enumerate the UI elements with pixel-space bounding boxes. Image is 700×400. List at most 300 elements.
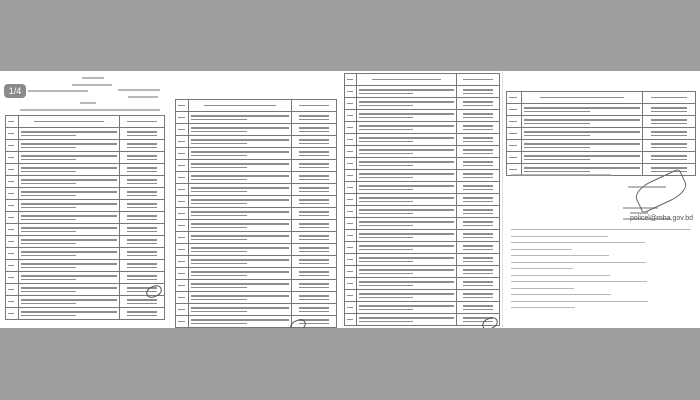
- text-stroke: [463, 113, 493, 115]
- memo-number-line: [28, 90, 88, 92]
- serial-cell: [345, 158, 357, 170]
- table-row: [507, 104, 696, 116]
- text-stroke: [191, 311, 247, 313]
- table-row: [6, 296, 165, 308]
- text-stroke: [359, 225, 413, 227]
- officer-cell: [357, 98, 456, 110]
- serial-cell: [507, 104, 522, 116]
- text-stroke: [359, 153, 413, 155]
- posting-cell: [456, 230, 499, 242]
- serial-cell: [345, 194, 357, 206]
- transfer-table: [344, 73, 500, 326]
- text-stroke: [191, 131, 247, 133]
- posting-cell: [456, 206, 499, 218]
- header-cell: [176, 100, 189, 112]
- posting-cell: [291, 232, 336, 244]
- text-stroke: [8, 217, 14, 219]
- posting-cell: [291, 304, 336, 316]
- text-stroke: [359, 273, 413, 275]
- table-row: [6, 200, 165, 212]
- text-stroke: [191, 211, 289, 213]
- officer-cell: [188, 196, 291, 208]
- officer-cell: [188, 208, 291, 220]
- serial-cell: [176, 304, 189, 316]
- text-stroke: [299, 179, 330, 181]
- table-row: [6, 236, 165, 248]
- table-row: [176, 172, 337, 184]
- officer-cell: [18, 308, 120, 320]
- text-stroke: [651, 155, 687, 157]
- table-row: [6, 164, 165, 176]
- header-cell: [522, 92, 643, 104]
- posting-cell: [120, 140, 165, 152]
- table-row: [176, 268, 337, 280]
- text-stroke: [347, 307, 353, 309]
- officer-cell: [18, 236, 120, 248]
- posting-cell: [643, 128, 696, 140]
- serial-cell: [176, 148, 189, 160]
- officer-cell: [522, 116, 643, 128]
- posting-cell: [120, 164, 165, 176]
- serial-cell: [6, 308, 19, 320]
- text-stroke: [21, 147, 76, 149]
- text-stroke: [509, 169, 517, 171]
- table-row: [176, 208, 337, 220]
- table-row: [6, 224, 165, 236]
- text-stroke: [191, 191, 247, 193]
- posting-cell: [456, 170, 499, 182]
- text-stroke: [21, 155, 118, 157]
- officer-cell: [18, 188, 120, 200]
- text-stroke: [463, 177, 493, 179]
- document-page-3: [342, 71, 503, 328]
- officer-cell: [18, 296, 120, 308]
- text-stroke: [524, 131, 640, 133]
- text-stroke: [359, 149, 453, 151]
- text-stroke: [509, 157, 517, 159]
- text-stroke: [463, 257, 493, 259]
- text-stroke: [21, 143, 118, 145]
- text-stroke: [299, 295, 330, 297]
- text-stroke: [8, 313, 14, 315]
- table-row: [345, 230, 500, 242]
- text-stroke: [21, 251, 118, 253]
- text-stroke: [8, 133, 14, 135]
- text-stroke: [8, 205, 14, 207]
- text-stroke: [178, 201, 185, 203]
- text-stroke: [347, 115, 353, 117]
- copy-list-line: [511, 242, 645, 243]
- table-row: [6, 188, 165, 200]
- table-header-row: [6, 116, 165, 128]
- text-stroke: [8, 229, 14, 231]
- text-stroke: [21, 239, 118, 241]
- text-stroke: [127, 279, 157, 281]
- posting-cell: [120, 128, 165, 140]
- text-stroke: [21, 299, 118, 301]
- text-stroke: [651, 147, 687, 149]
- officer-cell: [188, 244, 291, 256]
- text-stroke: [347, 259, 353, 261]
- copy-list-line: [511, 249, 572, 250]
- posting-cell: [291, 136, 336, 148]
- text-stroke: [8, 253, 14, 255]
- text-stroke: [299, 263, 330, 265]
- document-page-1: [0, 71, 170, 328]
- serial-cell: [345, 302, 357, 314]
- text-stroke: [359, 177, 413, 179]
- posting-cell: [643, 140, 696, 152]
- posting-cell: [456, 146, 499, 158]
- text-stroke: [299, 227, 330, 229]
- text-stroke: [524, 159, 590, 161]
- text-stroke: [463, 117, 493, 119]
- copy-list-line: [511, 262, 646, 263]
- text-stroke: [299, 105, 330, 107]
- text-stroke: [359, 281, 453, 283]
- serial-cell: [6, 296, 19, 308]
- text-stroke: [463, 189, 493, 191]
- text-stroke: [191, 259, 289, 261]
- posting-cell: [120, 248, 165, 260]
- text-stroke: [299, 199, 330, 201]
- posting-cell: [120, 224, 165, 236]
- text-stroke: [359, 165, 413, 167]
- text-stroke: [463, 141, 493, 143]
- header-cell: [188, 100, 291, 112]
- officer-cell: [18, 140, 120, 152]
- text-stroke: [178, 129, 185, 131]
- officer-cell: [357, 230, 456, 242]
- serial-cell: [176, 208, 189, 220]
- text-stroke: [347, 295, 353, 297]
- text-stroke: [21, 267, 76, 269]
- text-stroke: [178, 321, 185, 323]
- officer-cell: [357, 110, 456, 122]
- text-stroke: [359, 321, 413, 323]
- text-stroke: [299, 235, 330, 237]
- text-stroke: [299, 211, 330, 213]
- text-stroke: [127, 263, 157, 265]
- table-row: [176, 184, 337, 196]
- officer-cell: [357, 158, 456, 170]
- posting-cell: [456, 194, 499, 206]
- text-stroke: [178, 237, 185, 239]
- text-stroke: [463, 173, 493, 175]
- serial-cell: [176, 256, 189, 268]
- posting-cell: [456, 158, 499, 170]
- text-stroke: [524, 147, 590, 149]
- text-stroke: [299, 247, 330, 249]
- text-stroke: [463, 273, 493, 275]
- text-stroke: [299, 143, 330, 145]
- text-stroke: [127, 219, 157, 221]
- text-stroke: [178, 153, 185, 155]
- text-stroke: [21, 191, 118, 193]
- text-stroke: [651, 135, 687, 137]
- serial-cell: [6, 284, 19, 296]
- posting-cell: [291, 160, 336, 172]
- table-row: [176, 112, 337, 124]
- text-stroke: [204, 105, 275, 107]
- text-stroke: [8, 241, 14, 243]
- text-stroke: [651, 143, 687, 145]
- text-stroke: [191, 263, 247, 265]
- serial-cell: [176, 292, 189, 304]
- text-stroke: [347, 235, 353, 237]
- copy-list-line: [511, 307, 575, 308]
- text-stroke: [359, 237, 413, 239]
- text-stroke: [191, 203, 247, 205]
- table-row: [6, 308, 165, 320]
- posting-cell: [456, 86, 499, 98]
- posting-cell: [643, 116, 696, 128]
- serial-cell: [345, 254, 357, 266]
- text-stroke: [463, 105, 493, 107]
- officer-cell: [18, 152, 120, 164]
- posting-cell: [291, 256, 336, 268]
- serial-cell: [345, 98, 357, 110]
- text-stroke: [651, 123, 687, 125]
- text-stroke: [191, 275, 247, 277]
- officer-cell: [357, 266, 456, 278]
- text-stroke: [127, 131, 157, 133]
- header-line: [82, 77, 104, 79]
- posting-cell: [291, 124, 336, 136]
- text-stroke: [359, 201, 413, 203]
- text-stroke: [509, 121, 517, 123]
- table-row: [176, 280, 337, 292]
- officer-cell: [18, 224, 120, 236]
- table-row: [6, 248, 165, 260]
- text-stroke: [359, 309, 413, 311]
- officer-cell: [18, 128, 120, 140]
- table-row: [6, 284, 165, 296]
- officer-cell: [357, 122, 456, 134]
- serial-cell: [6, 212, 19, 224]
- text-stroke: [8, 181, 14, 183]
- posting-cell: [120, 212, 165, 224]
- posting-cell: [120, 236, 165, 248]
- officer-cell: [357, 242, 456, 254]
- officer-cell: [188, 160, 291, 172]
- table-row: [176, 232, 337, 244]
- text-stroke: [359, 117, 413, 119]
- text-stroke: [34, 121, 105, 123]
- text-stroke: [299, 311, 330, 313]
- text-stroke: [8, 145, 14, 147]
- text-stroke: [191, 295, 289, 297]
- text-stroke: [191, 235, 289, 237]
- text-stroke: [651, 167, 687, 169]
- text-stroke: [299, 275, 330, 277]
- table-row: [6, 140, 165, 152]
- text-stroke: [359, 269, 453, 271]
- header-cell: [507, 92, 522, 104]
- text-stroke: [8, 169, 14, 171]
- table-header-row: [176, 100, 337, 112]
- posting-cell: [291, 208, 336, 220]
- posting-cell: [643, 104, 696, 116]
- copy-list-line: [511, 268, 573, 269]
- table-row: [345, 110, 500, 122]
- text-stroke: [463, 101, 493, 103]
- officer-cell: [18, 248, 120, 260]
- serial-cell: [176, 220, 189, 232]
- text-stroke: [509, 97, 517, 99]
- text-stroke: [359, 101, 453, 103]
- table-row: [345, 86, 500, 98]
- text-stroke: [21, 227, 118, 229]
- text-stroke: [8, 157, 14, 159]
- text-stroke: [463, 165, 493, 167]
- date-line: [118, 89, 160, 91]
- copy-list-line: [511, 294, 611, 295]
- transfer-table: [175, 99, 337, 328]
- text-stroke: [299, 139, 330, 141]
- table-row: [507, 116, 696, 128]
- text-stroke: [372, 79, 441, 81]
- table-row: [6, 128, 165, 140]
- text-stroke: [463, 285, 493, 287]
- table-row: [345, 146, 500, 158]
- serial-cell: [345, 266, 357, 278]
- text-stroke: [127, 135, 157, 137]
- serial-cell: [507, 152, 522, 164]
- table-row: [6, 212, 165, 224]
- text-stroke: [21, 167, 118, 169]
- text-stroke: [463, 197, 493, 199]
- text-stroke: [21, 315, 76, 317]
- text-stroke: [299, 239, 330, 241]
- text-stroke: [359, 233, 453, 235]
- text-stroke: [191, 307, 289, 309]
- text-stroke: [127, 215, 157, 217]
- posting-cell: [120, 260, 165, 272]
- officer-cell: [18, 212, 120, 224]
- serial-cell: [176, 316, 189, 328]
- serial-cell: [176, 244, 189, 256]
- document-page-2: [170, 71, 342, 328]
- text-stroke: [524, 135, 590, 137]
- text-stroke: [347, 79, 353, 81]
- text-stroke: [463, 221, 493, 223]
- posting-cell: [291, 184, 336, 196]
- posting-cell: [291, 220, 336, 232]
- text-stroke: [21, 255, 76, 257]
- text-stroke: [347, 223, 353, 225]
- officer-cell: [357, 254, 456, 266]
- text-stroke: [463, 249, 493, 251]
- header-cell: [120, 116, 165, 128]
- text-stroke: [524, 171, 590, 173]
- text-stroke: [359, 185, 453, 187]
- text-stroke: [21, 215, 118, 217]
- text-stroke: [127, 203, 157, 205]
- table-row: [345, 218, 500, 230]
- transfer-table: [5, 115, 165, 320]
- text-stroke: [347, 199, 353, 201]
- table-row: [507, 128, 696, 140]
- text-stroke: [651, 131, 687, 133]
- officer-cell: [357, 182, 456, 194]
- text-stroke: [299, 251, 330, 253]
- posting-cell: [456, 182, 499, 194]
- posting-cell: [120, 188, 165, 200]
- serial-cell: [345, 278, 357, 290]
- serial-cell: [6, 164, 19, 176]
- text-stroke: [21, 275, 118, 277]
- posting-cell: [291, 268, 336, 280]
- text-stroke: [299, 119, 330, 121]
- table-header-row: [507, 92, 696, 104]
- text-stroke: [21, 303, 76, 305]
- table-row: [176, 244, 337, 256]
- text-stroke: [127, 267, 157, 269]
- table-row: [176, 124, 337, 136]
- serial-cell: [345, 146, 357, 158]
- table-row: [6, 176, 165, 188]
- text-stroke: [127, 255, 157, 257]
- officer-cell: [18, 260, 120, 272]
- serial-cell: [6, 152, 19, 164]
- posting-cell: [291, 196, 336, 208]
- text-stroke: [8, 265, 14, 267]
- table-row: [176, 328, 337, 329]
- text-stroke: [21, 263, 118, 265]
- header-line: [72, 84, 112, 86]
- serial-cell: [6, 140, 19, 152]
- text-stroke: [178, 105, 185, 107]
- serial-cell: [6, 224, 19, 236]
- officer-cell: [188, 220, 291, 232]
- text-stroke: [463, 209, 493, 211]
- text-stroke: [127, 183, 157, 185]
- text-stroke: [21, 131, 118, 133]
- officer-cell: [18, 164, 120, 176]
- text-stroke: [347, 151, 353, 153]
- text-stroke: [359, 293, 453, 295]
- text-stroke: [178, 249, 185, 251]
- posting-cell: [120, 152, 165, 164]
- text-stroke: [359, 249, 413, 251]
- text-stroke: [299, 299, 330, 301]
- table-row: [345, 134, 500, 146]
- officer-cell: [522, 152, 643, 164]
- text-stroke: [191, 251, 247, 253]
- text-stroke: [463, 137, 493, 139]
- text-stroke: [347, 91, 353, 93]
- text-stroke: [127, 195, 157, 197]
- serial-cell: [176, 328, 189, 329]
- table-row: [176, 304, 337, 316]
- text-stroke: [127, 207, 157, 209]
- serial-cell: [345, 242, 357, 254]
- text-stroke: [21, 171, 76, 173]
- posting-cell: [456, 134, 499, 146]
- text-stroke: [299, 151, 330, 153]
- text-stroke: [359, 305, 453, 307]
- text-stroke: [127, 311, 157, 313]
- text-stroke: [347, 175, 353, 177]
- officer-cell: [188, 124, 291, 136]
- text-stroke: [191, 143, 247, 145]
- table-row: [345, 158, 500, 170]
- officer-cell: [188, 292, 291, 304]
- text-stroke: [178, 117, 185, 119]
- text-stroke: [191, 215, 247, 217]
- posting-cell: [456, 254, 499, 266]
